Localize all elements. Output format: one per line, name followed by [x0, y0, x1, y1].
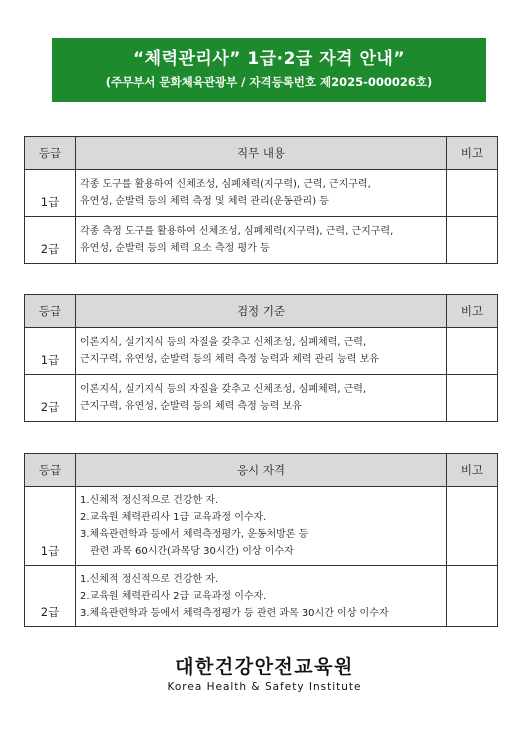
- table-header-row: [25, 137, 498, 170]
- table-row: [25, 170, 498, 217]
- banner-subtitle: (주무부서 문화체육관광부 / 자격등록번호 제2025-000026호): [105, 75, 433, 89]
- table-row: [25, 328, 498, 375]
- table-row: [25, 566, 498, 627]
- description-line: 1.신체적 정신적으로 건강한 자.: [80, 573, 219, 585]
- organization-name-english: Korea Health & Safety Institute: [167, 681, 362, 693]
- description-line: 관련 과목 60시간(과목당 30시간) 이상 이수자: [90, 546, 294, 557]
- description-cell: [76, 217, 447, 264]
- description-line: 3.체육관련학과 등에서 체력측정평가 등 관련 과목 30시간 이상 이수자: [80, 607, 389, 619]
- note-cell: [447, 328, 498, 375]
- grade-header: 등급: [25, 137, 76, 170]
- grade-cell: 1급: [25, 487, 76, 566]
- description-cell: [76, 375, 447, 422]
- duties-header: 직무 내용: [76, 137, 447, 170]
- description-line: 이론지식, 실기지식 등의 자질을 갖추고 신체조성, 심폐체력, 근력,: [80, 337, 367, 348]
- grade-cell: 2급: [25, 217, 76, 264]
- grade-cell: 1급: [25, 328, 76, 375]
- table-row: [25, 487, 498, 566]
- description-line: 2.교육원 체력관리사 2급 교육과정 이수자.: [80, 590, 267, 602]
- description-line: 각종 도구를 활용하여 신체조성, 심폐체력(지구력), 근력, 근지구력,: [80, 179, 371, 190]
- note-cell: [447, 217, 498, 264]
- exam-criteria-table: [24, 294, 498, 422]
- description-cell: [76, 566, 447, 627]
- description-line: 유연성, 순발력 등의 체력 측정 및 체력 관리(운동관리) 등: [80, 196, 329, 207]
- grade-cell: 2급: [25, 566, 76, 627]
- note-cell: [447, 375, 498, 422]
- criteria-header: 검정 기준: [76, 295, 447, 328]
- note-header: 비고: [447, 454, 498, 487]
- job-duties-table: [24, 136, 498, 264]
- description-cell: [76, 328, 447, 375]
- description-line: 이론지식, 실기지식 등의 자질을 갖추고 신체조성, 심폐체력, 근력,: [80, 384, 367, 395]
- organization-name: 대한건강안전교육원: [175, 656, 354, 678]
- title-banner: [52, 38, 486, 102]
- table-header-row: [25, 295, 498, 328]
- description-line: 근지구력, 유연성, 순발력 등의 체력 측정 능력 보유: [80, 401, 302, 412]
- eligibility-header: 응시 자격: [76, 454, 447, 487]
- description-line: 각종 측정 도구를 활용하여 신체조성, 심폐체력(지구력), 근력, 근지구력,: [80, 226, 394, 237]
- note-header: 비고: [447, 137, 498, 170]
- description-cell: [76, 487, 447, 566]
- table-row: [25, 217, 498, 264]
- description-cell: [76, 170, 447, 217]
- grade-header: 등급: [25, 454, 76, 487]
- note-cell: [447, 170, 498, 217]
- eligibility-table: [24, 453, 498, 627]
- description-line: 1.신체적 정신적으로 건강한 자.: [80, 495, 219, 506]
- description-line: 유연성, 순발력 등의 체력 요소 측정 평가 등: [80, 243, 270, 254]
- table-header-row: [25, 454, 498, 487]
- note-cell: [447, 566, 498, 627]
- note-cell: [447, 487, 498, 566]
- grade-cell: 1급: [25, 170, 76, 217]
- description-line: 근지구력, 유연성, 순발력 등의 체력 측정 능력과 체력 관리 능력 보유: [80, 354, 379, 365]
- grade-cell: 2급: [25, 375, 76, 422]
- banner-title: “체력관리사” 1급·2급 자격 안내”: [132, 49, 406, 69]
- note-header: 비고: [447, 295, 498, 328]
- table-row: [25, 375, 498, 422]
- description-line: 2.교육원 체력관리사 1급 교육과정 이수자.: [80, 512, 267, 523]
- grade-header: 등급: [25, 295, 76, 328]
- description-line: 3.체육관련학과 등에서 체력측정평가, 운동처방론 등: [80, 529, 309, 540]
